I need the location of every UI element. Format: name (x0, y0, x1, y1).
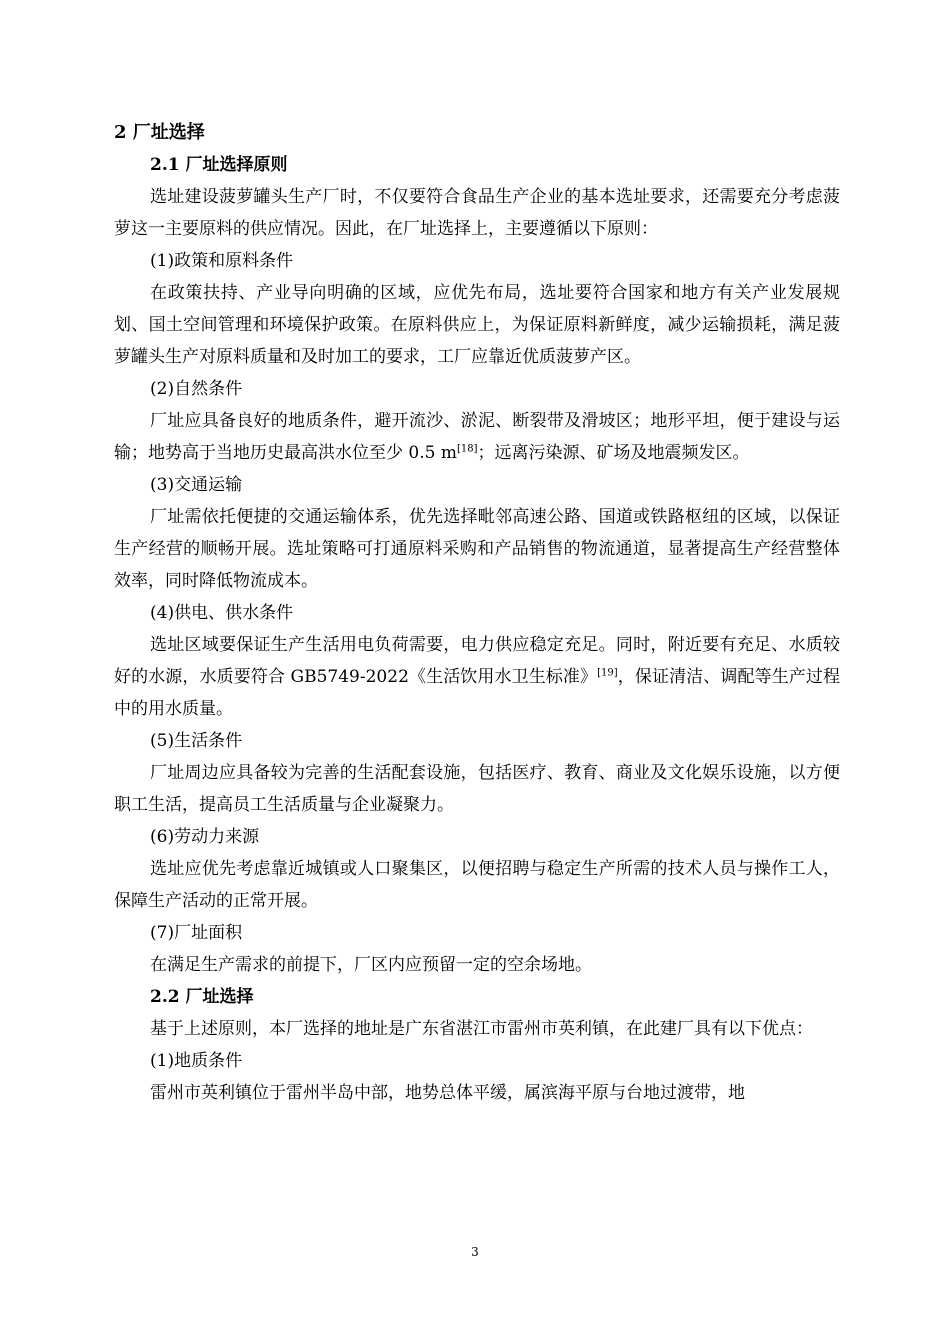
principle-text-area: 在满足生产需求的前提下，厂区内应预留一定的空余场地。 (150, 955, 592, 975)
principle-text-policy: 在政策扶持、产业导向明确的区域，应优先布局，选址要符合国家和地方有关产业发展规划、国土空间管理和环境保护政策。在原料供应上，为保证原料新鲜度，减少运输损耗，满足菠萝罐头生产对原料质量和及时加工的要求，工厂应靠近优质菠萝产区。 (114, 283, 840, 367)
citation-18: [18] (456, 443, 478, 455)
principle-heading-living: (5)生活条件 (150, 731, 243, 751)
principle-heading-natural: (2)自然条件 (150, 379, 243, 399)
selection-text-geology: 雷州市英利镇位于雷州半岛中部，地势总体平缓，属滨海平原与台地过渡带，地 (150, 1083, 745, 1103)
principle-text-power-water (114, 629, 840, 725)
principles-intro: 选址建设菠萝罐头生产厂时，不仅要符合食品生产企业的基本选址要求，还需要充分考虑菠萝这一主要原料的供应情况。因此，在厂址选择上，主要遵循以下原则： (114, 187, 840, 239)
subsection-title-selection: 2.2 厂址选择 (150, 987, 254, 1007)
power-water-text-after: ，保证清洁、调配等生产过程中的用水质量。 (114, 667, 840, 719)
selection-heading-geology: (1)地质条件 (150, 1051, 243, 1071)
natural-text-before: 厂址应具备良好的地质条件，避开流沙、淤泥、断裂带及滑坡区；地形平坦，便于建设与运输；地势高于当地历史最高洪水位至少 0.5 m (114, 411, 840, 463)
section-title: 2 厂址选择 (114, 122, 205, 143)
principle-heading-area: (7)厂址面积 (150, 923, 243, 943)
principle-text-labor: 选址应优先考虑靠近城镇或人口聚集区，以便招聘与稳定生产所需的技术人员与操作工人，保障生产活动的正常开展。 (114, 859, 840, 911)
principle-text-living: 厂址周边应具备较为完善的生活配套设施，包括医疗、教育、商业及文化娱乐设施，以方便职工生活，提高员工生活质量与企业凝聚力。 (114, 763, 840, 815)
selection-intro: 基于上述原则，本厂选择的地址是广东省湛江市雷州市英利镇，在此建厂具有以下优点： (150, 1019, 813, 1039)
power-water-text-before: 选址区域要保证生产生活用电负荷需要，电力供应稳定充足。同时，附近要有充足、水质较好的水源，水质要符合 GB5749-2022《生活饮用水卫生标准》 (114, 635, 840, 687)
page-number: 3 (471, 1245, 479, 1259)
principle-heading-labor: (6)劳动力来源 (150, 827, 260, 847)
citation-19: [19] (597, 667, 618, 679)
natural-text-after: ；远离污染源、矿场及地震频发区。 (477, 443, 750, 463)
principle-text-natural (114, 405, 840, 469)
principle-heading-policy: (1)政策和原料条件 (150, 251, 294, 271)
subsection-title-principles: 2.1 厂址选择原则 (150, 155, 288, 175)
principle-heading-power-water: (4)供电、供水条件 (150, 603, 294, 623)
page-content (114, 117, 840, 1109)
principle-text-transport: 厂址需依托便捷的交通运输体系，优先选择毗邻高速公路、国道或铁路枢纽的区域，以保证生产经营的顺畅开展。选址策略可打通原料采购和产品销售的物流通道，显著提高生产经营整体效率，同时降低物流成本。 (114, 507, 840, 591)
principle-heading-transport: (3)交通运输 (150, 475, 243, 495)
